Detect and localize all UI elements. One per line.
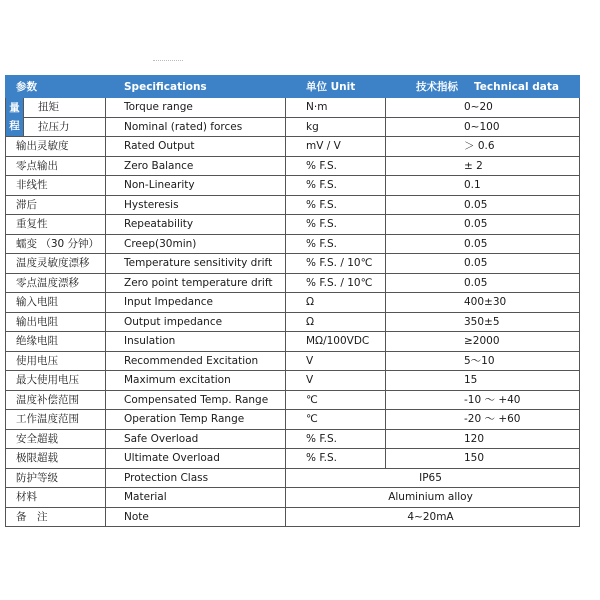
param-en: Creep(30min) [106, 234, 286, 254]
table-row [6, 332, 580, 352]
param-cn: 零点温度漂移 [6, 273, 106, 293]
table-row [6, 390, 580, 410]
param-cn: 极限超载 [6, 449, 106, 469]
param-en: Zero Balance [106, 156, 286, 176]
param-cn: 备 注 [6, 507, 106, 527]
table-row [6, 351, 580, 371]
param-value: 150 [386, 449, 580, 469]
range-group-label-top: 量 [9, 102, 20, 114]
param-unit: kg [286, 117, 386, 137]
param-en: Material [106, 488, 286, 508]
param-en: Rated Output [106, 137, 286, 157]
param-cn: 最大使用电压 [6, 371, 106, 391]
param-unit: % F.S. [286, 215, 386, 235]
param-cn: 温度灵敏度漂移 [6, 254, 106, 274]
param-en: Hysteresis [106, 195, 286, 215]
param-en: Temperature sensitivity drift [106, 254, 286, 274]
param-unit: Ω [286, 312, 386, 332]
param-value: 15 [386, 371, 580, 391]
param-unit: % F.S. [286, 234, 386, 254]
param-value: ± 2 [386, 156, 580, 176]
param-value: 5～10 [386, 351, 580, 371]
param-en: Recommended Excitation [106, 351, 286, 371]
param-unit: % F.S. / 10℃ [286, 254, 386, 274]
param-unit: % F.S. [286, 449, 386, 469]
param-cn: 蠕变 （30 分钟） [6, 234, 106, 254]
param-en: Maximum excitation [106, 371, 286, 391]
param-cn: 拉压力 [24, 117, 106, 137]
table-row [6, 410, 580, 430]
header-specifications: Specifications [106, 76, 286, 98]
param-unit: % F.S. [286, 429, 386, 449]
header-data-en: Technical data [474, 80, 559, 93]
param-en: Insulation [106, 332, 286, 352]
param-value: 120 [386, 429, 580, 449]
table-row [6, 449, 580, 469]
table-row [6, 98, 580, 118]
param-cn: 材料 [6, 488, 106, 508]
param-cn: 非线性 [6, 176, 106, 196]
param-value: -20 ～ +60 [386, 410, 580, 430]
param-en: Protection Class [106, 468, 286, 488]
table-row [6, 429, 580, 449]
decorative-dotted-line [153, 60, 183, 62]
param-unit: ℃ [286, 410, 386, 430]
table-row [6, 371, 580, 391]
param-value: ＞ 0.6 [386, 137, 580, 157]
param-cn: 工作温度范围 [6, 410, 106, 430]
param-en: Compensated Temp. Range [106, 390, 286, 410]
param-unit: % F.S. / 10℃ [286, 273, 386, 293]
param-value: Aluminium alloy [286, 488, 580, 508]
table-row [6, 507, 580, 527]
param-unit: V [286, 351, 386, 371]
table-row [6, 176, 580, 196]
param-value: 0.05 [386, 273, 580, 293]
param-en: Ultimate Overload [106, 449, 286, 469]
param-en: Torque range [106, 98, 286, 118]
param-unit: mV / V [286, 137, 386, 157]
param-cn: 输入电阻 [6, 293, 106, 313]
param-unit: ℃ [286, 390, 386, 410]
param-value: 0~100 [386, 117, 580, 137]
param-unit: V [286, 371, 386, 391]
header-unit: 单位 Unit [286, 76, 386, 98]
param-en: Nominal (rated) forces [106, 117, 286, 137]
param-value: -10 ～ +40 [386, 390, 580, 410]
param-cn: 扭矩 [24, 98, 106, 118]
param-en: Non-Linearity [106, 176, 286, 196]
param-cn: 重复性 [6, 215, 106, 235]
param-cn: 温度补偿范围 [6, 390, 106, 410]
param-unit: N·m [286, 98, 386, 118]
specification-table [5, 75, 580, 527]
param-value: 400±30 [386, 293, 580, 313]
param-cn: 输出电阻 [6, 312, 106, 332]
param-cn: 输出灵敏度 [6, 137, 106, 157]
header-param: 参数 [6, 76, 106, 98]
param-unit: % F.S. [286, 156, 386, 176]
table-row [6, 215, 580, 235]
header-data-cn: 技术指标 [416, 80, 458, 93]
param-value: ≥2000 [386, 332, 580, 352]
range-group-label-bottom: 程 [9, 120, 20, 132]
table-header-row [6, 76, 580, 98]
param-cn: 安全超载 [6, 429, 106, 449]
range-group-label [6, 98, 24, 137]
param-value: 4~20mA [286, 507, 580, 527]
param-en: Output impedance [106, 312, 286, 332]
table-row [6, 312, 580, 332]
param-cn: 防护等级 [6, 468, 106, 488]
param-en: Operation Temp Range [106, 410, 286, 430]
param-value: 350±5 [386, 312, 580, 332]
param-cn: 使用电压 [6, 351, 106, 371]
table-row [6, 273, 580, 293]
table-row [6, 234, 580, 254]
param-en: Input Impedance [106, 293, 286, 313]
table-row [6, 468, 580, 488]
table-row [6, 293, 580, 313]
param-unit: % F.S. [286, 176, 386, 196]
param-unit: MΩ/100VDC [286, 332, 386, 352]
param-cn: 绝缘电阻 [6, 332, 106, 352]
param-en: Repeatability [106, 215, 286, 235]
table-row [6, 156, 580, 176]
param-value: 0.05 [386, 195, 580, 215]
param-en: Safe Overload [106, 429, 286, 449]
param-unit: Ω [286, 293, 386, 313]
param-value: 0.05 [386, 254, 580, 274]
param-value: 0.1 [386, 176, 580, 196]
table-row [6, 488, 580, 508]
param-en: Note [106, 507, 286, 527]
param-cn: 零点输出 [6, 156, 106, 176]
param-value: 0.05 [386, 215, 580, 235]
param-value: 0.05 [386, 234, 580, 254]
table-row [6, 117, 580, 137]
header-technical-data [386, 76, 580, 98]
param-value: IP65 [286, 468, 580, 488]
param-unit: % F.S. [286, 195, 386, 215]
param-value: 0~20 [386, 98, 580, 118]
table-row [6, 254, 580, 274]
table-row [6, 137, 580, 157]
param-en: Zero point temperature drift [106, 273, 286, 293]
param-cn: 滞后 [6, 195, 106, 215]
table-row [6, 195, 580, 215]
